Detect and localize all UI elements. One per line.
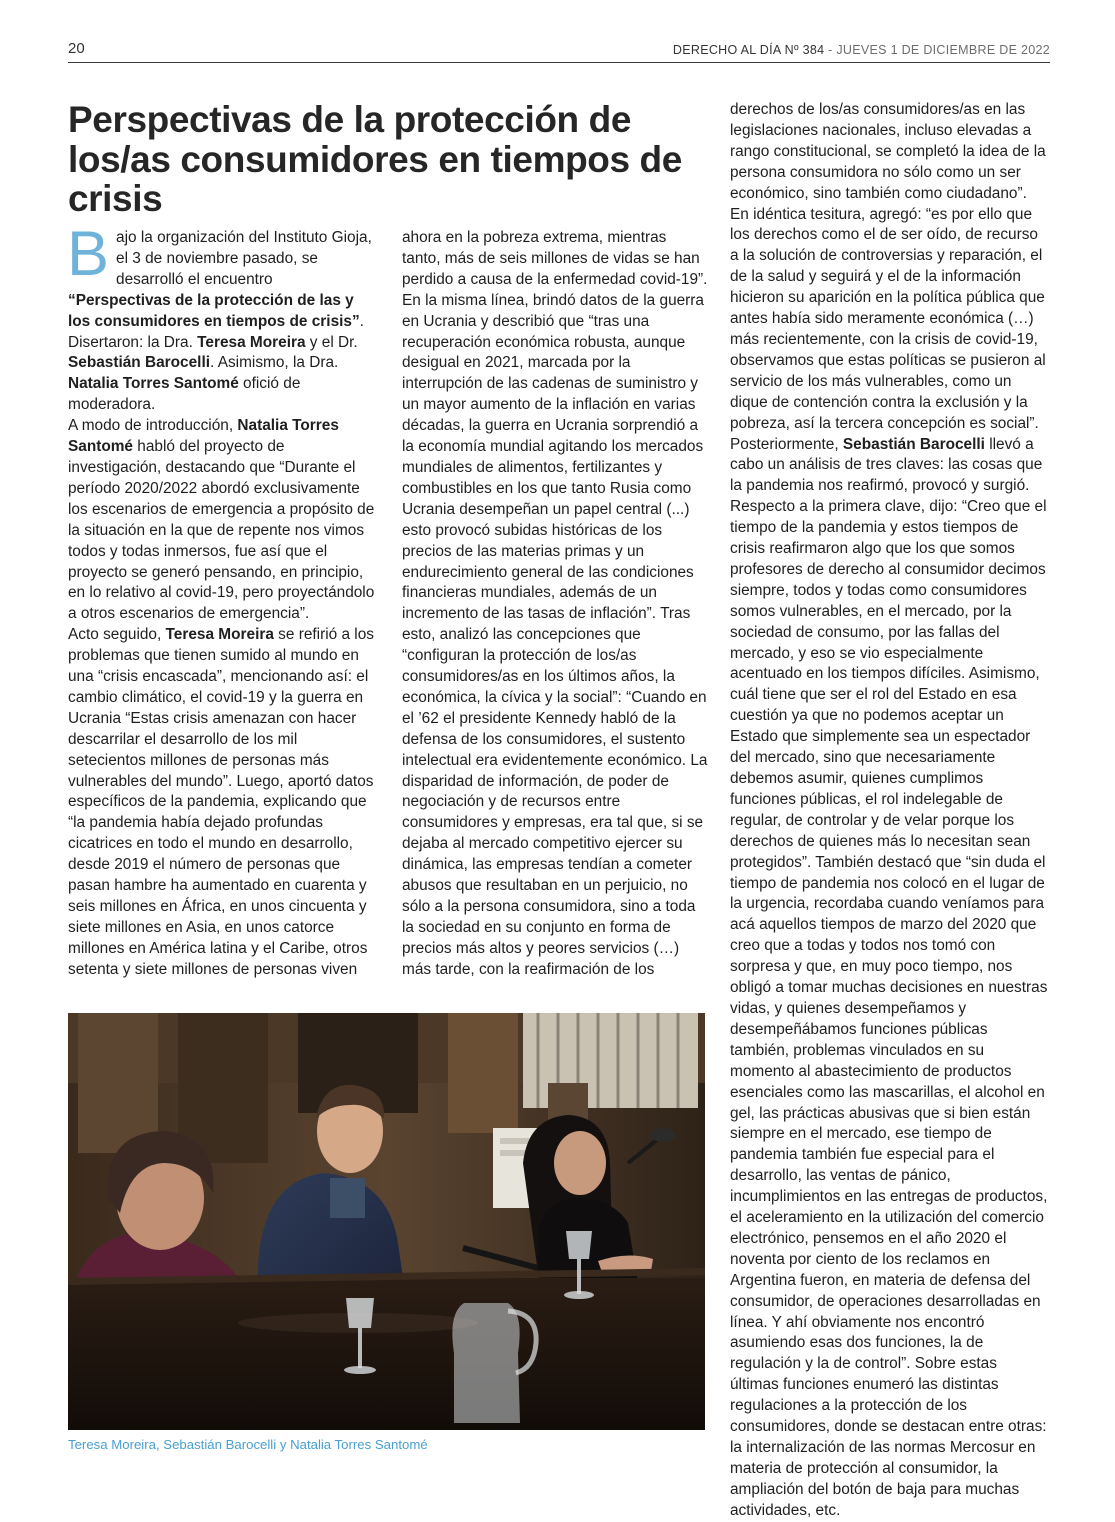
column-3: [730, 100, 1048, 1522]
speaker-name: Teresa Moreira: [165, 626, 274, 644]
page-number: 20: [68, 40, 85, 57]
issue-date: - JUEVES 1 DE DICIEMBRE DE 2022: [824, 43, 1050, 57]
publication-info: [673, 43, 1050, 57]
speaker-name: Teresa Moreira: [197, 333, 306, 351]
paragraph-regulations: la internalización de las normas Mercosur en materia de protección al consumidor, la ampliación del botón de baja para muchas actividades, etc.: [730, 1439, 1036, 1519]
moderator-name: Natalia Torres Santomé: [68, 417, 339, 456]
paragraph-moreira-continued: derechos de los/as consumidores/as en las legislaciones nacionales, incluso elevadas a rango constitucional, se completó la idea de la persona consumidora no sólo como un ser económico, sino también como ciudadano”. En idéntica tesitura, agregó: “es por ello que los derechos como el de ser oído, de recurso a la solución de controversias y reparación, el de la salud y seguirá y el de la información hicieron su aparición en la política pública que antes había sido meramente económica (…) más recientemente, con la crisis de covid-19, observamos que estas políticas se pusieron al servicio de los más vulnerables, como un dique de contención contra la exclusión y la pobreza, así la tercera concepción es social”.: [730, 101, 1046, 432]
paragraph-moreira: Acto seguido, Teresa Moreira se refirió a los problemas que tienen sumido al mundo en una “crisis encascada”, mencionando así: el cambio climático, el covid-19 y la guerra en Ucrania “Estas crisis amenazan con hacer descarrilar el desarrollo de los mil setecientos millones de personas más vulnerables del mundo”. Luego, aportó datos específicos de la pandemia, explicando que “la pandemia había dejado profundas cicatrices en todo el mundo en desarrollo, desde 2019 el número de personas que pasan hambre ha aumentado en cuarenta y seis millones en África, en unos cincuenta y siete millones en Asia, en unos catorce millones en América latina y el Caribe, otros setenta y siete millones de personas viven: [68, 626, 374, 978]
article-title: Perspectivas de la protección de los/as consumidores en tiempos de crisis: [68, 99, 682, 219]
drop-cap: B: [67, 219, 110, 289]
paragraph-moreira-continued: ahora en la pobreza extrema, mientras tanto, más de seis millones de vidas se han perdido a causa de la enfermedad covid-19”. En la misma línea, brindó datos de la guerra en Ucrania y describió que “tras una recuperación económica robusta, aunque desigual en 2021, marcada por la interrupción de las cadenas de suministro y un mayor aumento de la inflación en varias décadas, la guerra en Ucrania sorprendió a la economía mundial agitando los mercados mundiales de alimentos, fertilizantes y combustibles en los que tanto Rusia como Ucrania desempeñan un papel central (...) esto provocó subidas históricas de los precios de las materias primas y un endurecimiento general de las condiciones financieras mundiales, además de un incremento de las tasas de inflación”. Tras esto, analizó las concepciones que “configuran la protección de los/as consumidores/as en los últimos años, la económica, la cívica y la social”: “Cuando en el ’62 el presidente Kennedy habló de la defensa de los consumidores, el sustento intelectual era evidentemente económico. La disparidad de información, de poder de negociación y de recursos entre consumidores y empresas, era tal que, si se dejaba al mercado competitivo ejercer su dinámica, las empresas tendían a cometer abusos que resultaban en un perjuicio, no sólo a la persona consumidora, sino a toda la sociedad en su conjunto en forma de precios más altos y peores servicios (…) más tarde, con la reafirmación de los: [402, 229, 708, 978]
paragraph-intro: Bajo la organización del Instituto Gioja, el 3 de noviembre pasado, se desarrolló el encuentro “Perspectivas de la protección de las y los consumidores en tiempos de crisis”. Disertaron: la Dra. Teresa Moreira y el Dr. Sebastián Barocelli. Asimismo, la Dra. Natalia Torres Santomé ofició de moderadora.: [67, 219, 372, 414]
event-photo: [68, 1013, 705, 1430]
column-1: [67, 219, 376, 981]
publication-name: DERECHO AL DÍA Nº 384: [672, 43, 825, 57]
event-name: “Perspectivas de la protección de las y los consumidores en tiempos de crisis”: [68, 291, 360, 330]
speaker-name: Sebastián Barocelli: [68, 354, 210, 372]
speaker-name: Sebastián Barocelli: [842, 435, 985, 453]
moderator-name: Natalia Torres Santomé: [68, 375, 239, 393]
photo-caption: Teresa Moreira, Sebastián Barocelli y Natalia Torres Santomé: [68, 1437, 428, 1452]
column-2: [402, 228, 708, 981]
paragraph-barocelli: Posteriormente, Sebastián Barocelli llevó a cabo un análisis de tres claves: las cosas que la pandemia nos reafirmó, provocó y surgió. Respecto a la primera clave, dijo: “Creo que el tiempo de la pandemia y estos tiempos de crisis reafirmaron algo que los que somos profesores de derecho al consumidor decimos siempre, todos y todas como consumidores somos vulnerables, en el mercado, por la sociedad de consumo, por las fallas del mercado, y eso se vio especialmente acentuado en los tiempos difíciles. Asimismo, cuál tiene que ser el rol del Estado en esa cuestión ya que no podemos aceptar un Estado que simplemente sea un espectador del mercado, sino que necesariamente debemos asumir, quienes cumplimos funciones públicas, el rol indelegable de regular, de controlar y de velar porque los derechos de quienes más lo necesitan sean protegidos”. También destacó que “sin duda el tiempo de pandemia nos colocó en el lugar de la urgencia, recordaba cuando veníamos para acá aquellos tiempos de marzo del 2020 que creo que a todas y todos nos tomó con sorpresa y que, en muy poco tiempo, nos obligó a tomar muchas decisiones en nuestras vidas, y quienes desempeñamos y desempeñábamos funciones públicas también, problemas vinculados en su momento al abastecimiento de productos esenciales como las mascarillas, el alcohol en gel, las prácticas abusivas que si bien están siempre en el mercado, ese tiempo de pandemia también fue especial para el desarrollo, las ventas de pánico, incumplimientos en las entregas de productos, el aceleramiento en la utilización del comercio electrónico, pensemos en el año 2020 el noventa por ciento de los reclamos en Argentina fueron, en materia de defensa del consumidor, de operaciones desarrolladas en línea. Y ahí obviamente nos encontró asumiendo esas dos funciones, la de regulación y la de control”. Sobre estas últimas funciones enumeró las distintas regulaciones a la protección de los consumidores, donde se destacan entre otras:: [730, 435, 1048, 1436]
paragraph-introduction: A modo de introducción, Natalia Torres Santomé habló del proyecto de investigación, destacando que “Durante el período 2020/2022 abordó exclusivamente los escenarios de emergencia a propósito de la situación en la que de repente nos vimos todos y todas inmersos, fue así que el proyecto se generó pensando, en principio, en lo relativo al covid-19, pero proyectándolo a otros escenarios de emergencia”.: [68, 417, 375, 623]
page-header: [68, 40, 1050, 63]
